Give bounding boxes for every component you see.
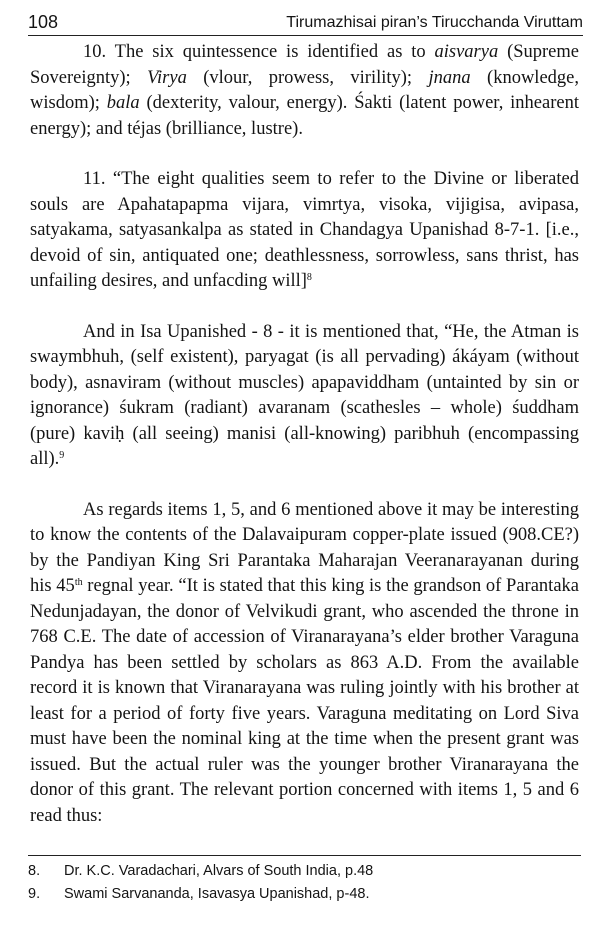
italic-term: aisvarya xyxy=(434,42,499,62)
body-text xyxy=(30,40,579,829)
footnote-text: Dr. K.C. Varadachari, Alvars of South India, p.48 xyxy=(64,863,374,879)
header-rule xyxy=(28,35,583,36)
paragraph-text: (knowledge, wisdom); xyxy=(30,67,579,113)
paragraph-p10 xyxy=(30,40,579,142)
footnote xyxy=(28,883,581,906)
page-number: 108 xyxy=(28,12,59,32)
paragraph-text: And in Isa Upanished - 8 - it is mentioned that, “He, the Atman is swaymbhuh, (self existent), paryagat (is all pervading) ákáyam (without body), asnaviram (without muscles) apapaviddham (untainted by sin or ignorance) śukram (radiant) avaranam (scathesles – whole) śuddham (pure) kaviḥ (all seeing) manisi (all-knowing) paribhuh (encompassing all). xyxy=(30,321,579,469)
paragraph-p11 xyxy=(30,167,579,295)
footnotes xyxy=(28,860,581,906)
paragraph-text: As regards items 1, 5, and 6 mentioned above it may be interesting to know the contents of the Dalavaipuram copper-plate issued (908.CE?) by the Pandiyan King Sri Parantaka Maharajan Veeranarayanan during his 45 xyxy=(30,499,579,596)
paragraph-text: 11. “The eight qualities seem to refer to the Divine or liberated souls are Apahatapapma vijara, vimrtya, visoka, vijigisa, avipasa, satyakama, satyasankalpa as stated in Chandagya Upanishad 8-7-1. [i.e., devoid of sin, antiquated one; deathlessness, sorrowless, sans thrist, has unfailing desires, and unfacding will] xyxy=(30,169,579,291)
footnote-ref: 8 xyxy=(306,272,312,283)
paragraph-text: (dexterity, valour, energy). Śakti (latent power, inhearent energy); and téjas (brilliance, lustre). xyxy=(30,93,579,139)
footnote-number: 9. xyxy=(28,886,41,902)
paragraph-text: (Supreme Sovereignty); xyxy=(30,42,579,88)
paragraph-text: (vlour, prowess, virility); xyxy=(186,67,429,88)
paragraph-p-regards xyxy=(30,498,579,830)
footnote-rule xyxy=(28,855,581,856)
italic-term: jnana xyxy=(428,67,471,88)
italic-term: Virya xyxy=(147,67,187,88)
footnote-number: 8. xyxy=(28,863,41,879)
footnote xyxy=(28,860,581,883)
running-title: Tirumazhisai piran’s Tirucchanda Viruttam xyxy=(286,14,583,31)
paragraph-text: regnal year. “It is stated that this king is the grandson of Parantaka Nedunjadayan, the donor of Velvikudi grant, who ascended the throne in 768 C.E. The date of accession of Viranarayana’s elder brother Varaguna Pandya has been settled by scholars as 863 A.D. From the available record it is known that Viranarayana was ruling jointly with his brother at least for a period of forty five years. Varaguna meditating on Lord Siva must have been the nominal king at the time when the present grant was issued. But the actual ruler was the younger brother Viranarayana the donor of this grant. The relevant portion concerned with items 1, 5 and 6 read thus: xyxy=(30,576,579,826)
paragraph-p-isa xyxy=(30,320,579,473)
paragraph-text: 10. The six quintessence is identified as to xyxy=(83,42,435,62)
footnote-text: Swami Sarvananda, Isavasya Upanishad, p-48. xyxy=(64,886,370,902)
footnote-ref: th xyxy=(74,577,83,588)
italic-term: bala xyxy=(106,93,140,113)
page-header xyxy=(28,8,583,34)
footnote-ref: 9 xyxy=(59,450,65,461)
